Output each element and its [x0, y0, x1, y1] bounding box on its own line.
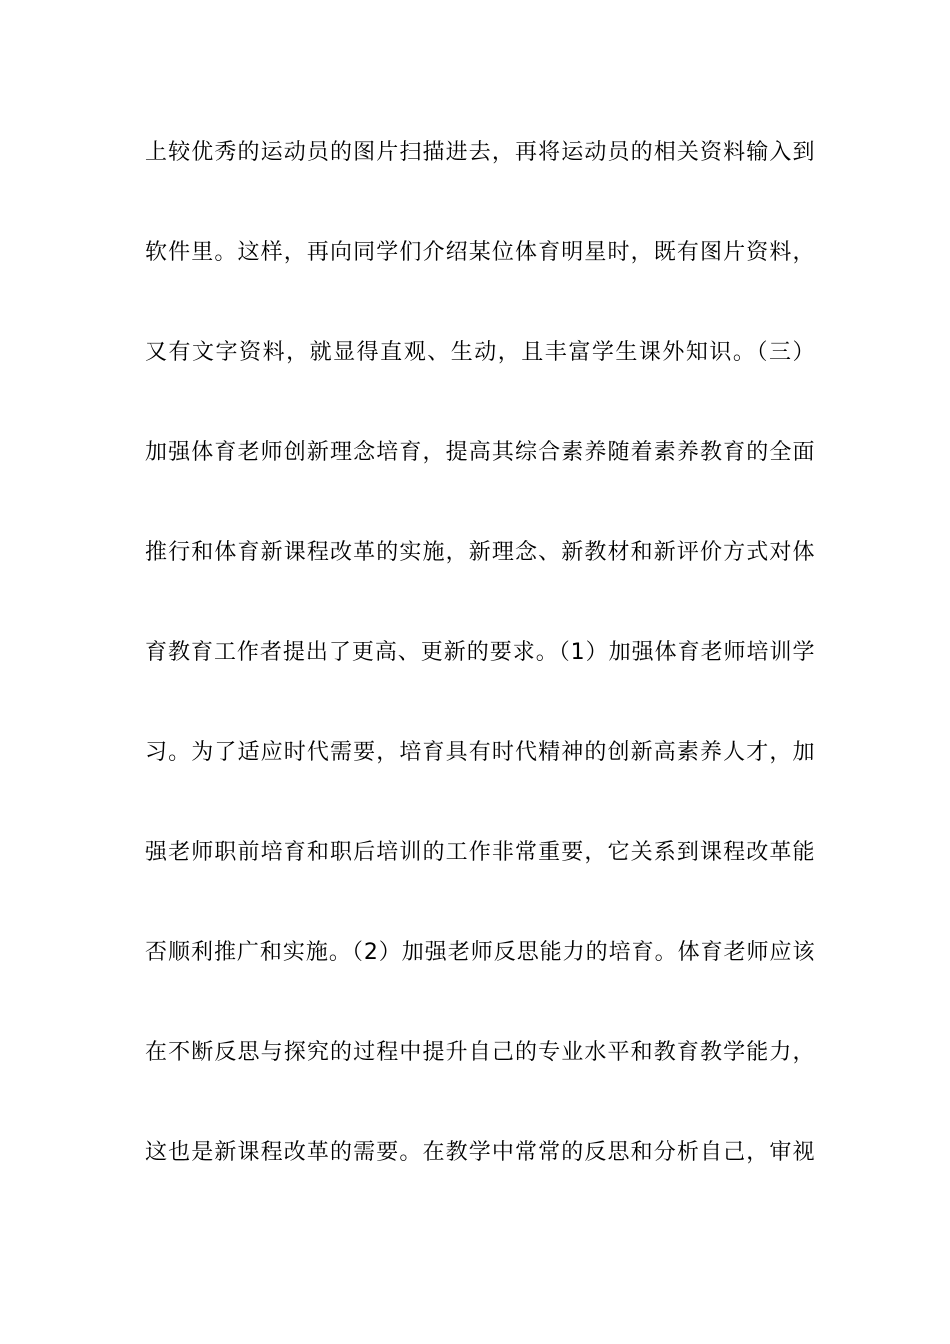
text-line: 育教育工作者提出了更高、更新的要求。（1）加强体育老师培训学 — [145, 640, 815, 665]
text-line: 习。为了适应时代需要，培育具有时代精神的创新高素养人才，加 — [145, 740, 815, 765]
text-line: 这也是新课程改革的需要。在教学中常常的反思和分析自己，审视 — [145, 1140, 815, 1165]
text-line: 强老师职前培育和职后培训的工作非常重要，它关系到课程改革能 — [145, 840, 815, 865]
text-line: 又有文字资料，就显得直观、生动，且丰富学生课外知识。（三） — [145, 340, 815, 365]
text-line: 软件里。这样，再向同学们介绍某位体育明星时，既有图片资料， — [145, 240, 815, 265]
text-line: 上较优秀的运动员的图片扫描进去，再将运动员的相关资料输入到 — [145, 140, 815, 165]
text-line: 加强体育老师创新理念培育，提高其综合素养随着素养教育的全面 — [145, 440, 815, 465]
text-line: 在不断反思与探究的过程中提升自己的专业水平和教育教学能力， — [145, 1040, 815, 1065]
text-line: 推行和体育新课程改革的实施，新理念、新教材和新评价方式对体 — [145, 540, 815, 565]
body-text — [145, 128, 815, 1228]
text-line: 否顺利推广和实施。（2）加强老师反思能力的培育。体育老师应该 — [145, 940, 815, 965]
